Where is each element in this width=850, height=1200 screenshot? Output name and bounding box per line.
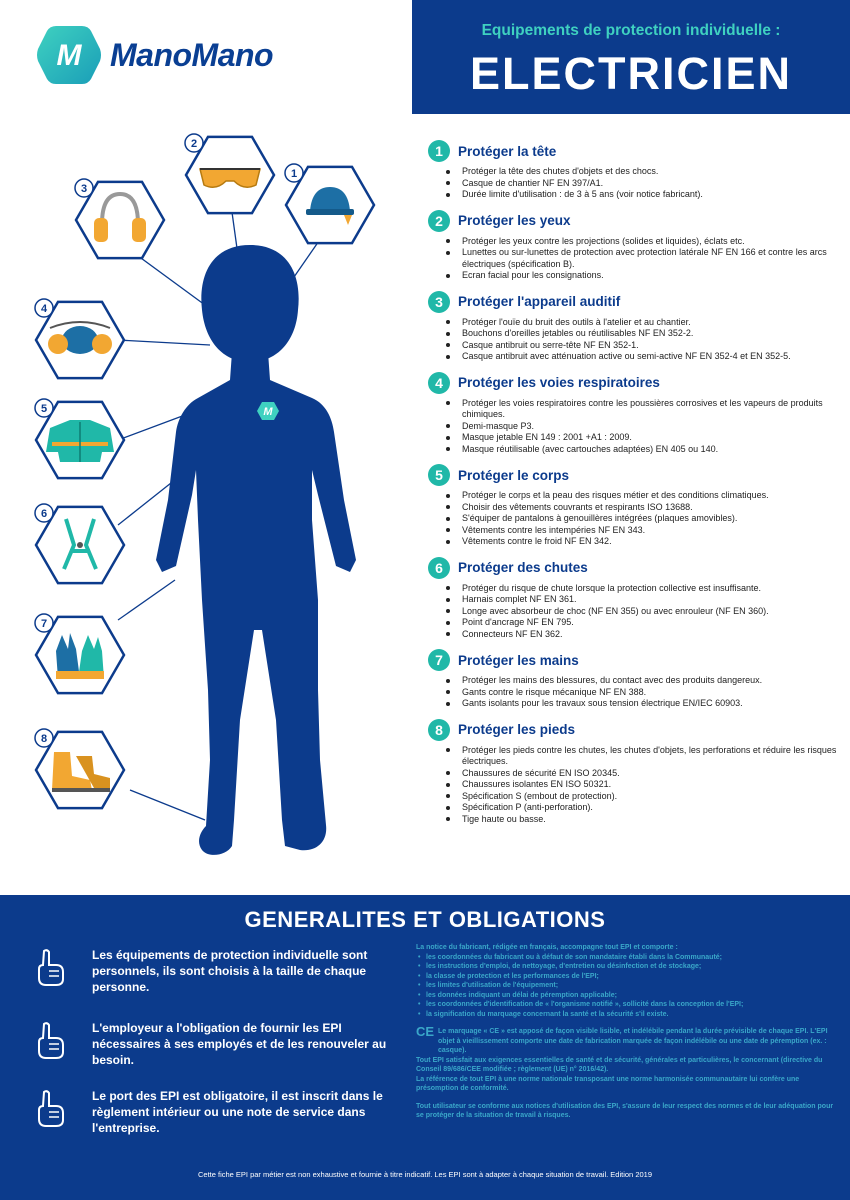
list-item: Lunettes ou sur-lunettes de protection avec protection latérale NF EN 166 et contre les arcs électriques (spécification B). [428, 247, 848, 270]
section-header [428, 210, 848, 232]
section-header [428, 719, 848, 741]
hi-vis-jacket-icon [35, 399, 124, 478]
marker-badge [185, 134, 203, 152]
protection-section [428, 719, 848, 826]
section-number-badge: 6 [428, 557, 450, 579]
section-list [428, 675, 848, 710]
safety-boots-icon [35, 729, 124, 808]
safety-glasses-icon [185, 134, 274, 213]
list-item: Gants isolants pour les travaux sous tension électrique EN/IEC 60903. [428, 698, 848, 710]
list-item: Spécification P (anti-perforation). [428, 802, 848, 814]
marker-badge [285, 164, 303, 182]
notice-list [416, 953, 836, 1020]
ce-text-2: Tout EPI satisfait aux exigences essentielles de santé et de sécurité, générales et particulières, le concernant (directive du Conseil 89/686/CEE modifiée ; règlement (UE) n° 2016/42). [416, 1056, 823, 1073]
list-item: Spécification S (embout de protection). [428, 791, 848, 803]
obligation-text: Le port des EPI est obligatoire, il est inscrit dans le règlement intérieur ou une note de service dans l'entreprise. [92, 1089, 383, 1135]
list-item: Protéger les mains des blessures, du contact avec des produits dangereux. [428, 675, 848, 687]
notice-item: • les données indiquant un délai de péremption applicable; [416, 991, 836, 1001]
marker-badge [35, 614, 53, 632]
list-item: Tige haute ou basse. [428, 814, 848, 826]
section-header [428, 372, 848, 394]
svg-text:M: M [263, 406, 273, 418]
section-header [428, 140, 848, 162]
notice-item: • les limites d'utilisation de l'équipement; [416, 981, 836, 991]
section-number-badge: 1 [428, 140, 450, 162]
marker-badge [75, 179, 93, 197]
marker-badge [35, 729, 53, 747]
marker-number: 7 [40, 618, 48, 630]
section-title: Protéger des chutes [458, 560, 588, 575]
marker-number: 8 [40, 733, 48, 745]
marker-badge [35, 299, 53, 317]
section-number-badge: 7 [428, 649, 450, 671]
list-item: Demi-masque P3. [428, 421, 848, 433]
notice-item: • la signification du marquage concernant la santé et la sécurité s'il existe. [416, 1010, 836, 1020]
list-item: Chaussures isolantes EN ISO 50321. [428, 779, 848, 791]
list-item: Gants contre le risque mécanique NF EN 388. [428, 687, 848, 699]
obligation-item [30, 1020, 400, 1068]
marker-number: 5 [40, 403, 48, 415]
gloves-icon [35, 614, 124, 693]
section-number-badge: 4 [428, 372, 450, 394]
ce-text-3: La référence de tout EPI à une norme nationale transposant une norme harmonisée communautaire lui confère une présomption de conformité. [416, 1075, 800, 1092]
section-list [428, 490, 848, 548]
list-item: Protéger les pieds contre les chutes, les chutes d'objets, les perforations et réduire les risques électriques. [428, 745, 848, 768]
pointing-hand-icon [30, 1088, 70, 1128]
harness-icon [35, 504, 124, 583]
list-item: Vêtements contre les intempéries NF EN 343. [428, 525, 848, 537]
list-item: Connecteurs NF EN 362. [428, 629, 848, 641]
protection-list [428, 140, 848, 834]
section-list [428, 583, 848, 641]
protection-section [428, 372, 848, 456]
list-item: Protéger les voies respiratoires contre les poussières corrosives et les vapeurs de produits chimiques. [428, 398, 848, 421]
earmuffs-icon [75, 179, 164, 258]
list-item: Bouchons d'oreilles jetables ou réutilisables NF EN 352-2. [428, 328, 848, 340]
section-title: Protéger les mains [458, 652, 579, 668]
notice-item: • la classe de protection et les performances de l'EPI; [416, 972, 836, 982]
marker-number: 1 [290, 168, 298, 180]
section-number-badge: 5 [428, 464, 450, 486]
pointing-hand-icon [30, 1020, 70, 1060]
marker-number: 4 [40, 303, 48, 315]
section-list [428, 317, 848, 363]
section-header [428, 649, 848, 671]
section-number-badge: 2 [428, 210, 450, 232]
brand-logo [36, 22, 273, 88]
section-header [428, 557, 848, 579]
obligations-panel [0, 895, 850, 1200]
section-list [428, 398, 848, 456]
list-item: Protéger du risque de chute lorsque la protection collective est insuffisante. [428, 583, 848, 595]
section-title: Protéger les yeux [458, 213, 571, 228]
list-item: Protéger la tête des chutes d'objets et des chocs. [428, 166, 848, 178]
list-item: Casque antibruit avec atténuation active ou semi-active NF EN 352-4 et EN 352-5. [428, 351, 848, 363]
list-item: S'équiper de pantalons à genouillères intégrées (plaques amovibles). [428, 513, 848, 525]
list-item: Choisir des vêtements couvrants et respirants ISO 13688. [428, 502, 848, 514]
worker-figure-panel [0, 110, 412, 895]
protection-section [428, 557, 848, 641]
section-header [428, 464, 848, 486]
svg-text:M: M [56, 39, 82, 72]
notice-closing: Tout utilisateur se conforme aux notices d'utilisation des EPI, s'assure de leur respect des normes et de leur adéquation pour se protéger de la situation de travail à risques. [416, 1102, 834, 1119]
ce-mark-icon: CE [416, 1024, 435, 1039]
protection-section [428, 140, 848, 201]
list-item: Chaussures de sécurité EN ISO 20345. [428, 768, 848, 780]
section-title: Protéger le corps [458, 467, 570, 483]
list-item: Point d'ancrage NF EN 795. [428, 617, 848, 629]
marker-number: 2 [190, 138, 198, 150]
protection-section [428, 210, 848, 282]
list-item: Harnais complet NF EN 361. [428, 594, 848, 606]
helmet-icon [285, 164, 374, 243]
notice-item: • les coordonnées d'identification de « l'organisme notifié », sollicité dans la conception de l'EPI; [416, 1000, 836, 1010]
section-list [428, 166, 848, 201]
equipment-bubbles [0, 110, 412, 895]
marker-badge [35, 399, 53, 417]
list-item: Ecran facial pour les consignations. [428, 270, 848, 282]
section-title: Protéger les voies respiratoires [458, 375, 660, 390]
ce-block [416, 1024, 836, 1056]
list-item: Protéger le corps et la peau des risques métier et des conditions climatiques. [428, 490, 848, 502]
obligation-text: Les équipements de protection individuelle sont personnels, ils sont choisis à la taille de chaque personne. [92, 948, 368, 994]
title-banner [412, 0, 850, 114]
list-item: Longe avec absorbeur de choc (NF EN 355) ou avec enrouleur (NF EN 360). [428, 606, 848, 618]
section-title: Protéger l'appareil auditif [458, 294, 621, 309]
marker-number: 6 [40, 508, 48, 520]
marker-badge [35, 504, 53, 522]
list-item: Masque réutilisable (avec cartouches adaptées) EN 405 ou 140. [428, 444, 848, 456]
obligation-text: L'employeur a l'obligation de fournir les EPI nécessaires à ses employés et de les renouveler au besoin. [92, 1021, 387, 1067]
section-number-badge: 3 [428, 291, 450, 313]
manufacturer-notice [416, 943, 836, 1121]
list-item: Masque jetable EN 149 : 2001 +A1 : 2009. [428, 432, 848, 444]
list-item: Casque de chantier NF EN 397/A1. [428, 178, 848, 190]
protection-section [428, 464, 848, 548]
respirator-icon [35, 299, 124, 378]
section-title: Protéger les pieds [458, 722, 576, 737]
notice-item: • les instructions d'emploi, de nettoyage, d'entretien ou désinfection et de stockage; [416, 962, 836, 972]
notice-item: • les coordonnées du fabricant ou à défaut de son mandataire établi dans la Communauté; [416, 953, 836, 963]
obligations-title: GENERALITES ET OBLIGATIONS [244, 907, 606, 932]
protection-section [428, 649, 848, 710]
section-title: Protéger la tête [458, 143, 557, 159]
list-item: Protéger les yeux contre les projections (solides et liquides), éclats etc. [428, 236, 848, 248]
protection-section [428, 291, 848, 363]
section-header [428, 291, 848, 313]
list-item: Durée limite d'utilisation : de 3 à 5 ans (voir notice fabricant). [428, 189, 848, 201]
section-number-badge: 8 [428, 719, 450, 741]
list-item: Vêtements contre le froid NF EN 342. [428, 536, 848, 548]
marker-number: 3 [80, 183, 88, 195]
pointing-hand-icon [30, 947, 70, 987]
page-title: ELECTRICIEN [469, 48, 792, 99]
page-subtitle: Equipements de protection individuelle : [481, 22, 781, 39]
ce-text: Le marquage « CE » est apposé de façon visible lisible, et indélébile pendant la durée prévisible de chaque EPI. L'EPI objet à vieillissement comporte une date de fabrication marquée de façon indélébile ou une date de péremption (ex. : casque). [438, 1028, 828, 1054]
logo-hexagon-icon [36, 22, 102, 88]
obligation-item [30, 1088, 400, 1136]
section-list [428, 745, 848, 826]
footer-note: Cette fiche EPI par métier est non exhaustive et fournie à titre indicatif. Les EPI sont à adapter à chaque situation de travail. Edition 2019 [197, 1170, 653, 1179]
list-item: Casque antibruit ou serre-tête NF EN 352-1. [428, 340, 848, 352]
list-item: Protéger l'ouïe du bruit des outils à l'atelier et au chantier. [428, 317, 848, 329]
brand-name: ManoMano [110, 36, 274, 73]
notice-intro: La notice du fabricant, rédigée en français, accompagne tout EPI et comporte : [416, 944, 678, 951]
obligation-item [30, 947, 400, 995]
section-list [428, 236, 848, 282]
